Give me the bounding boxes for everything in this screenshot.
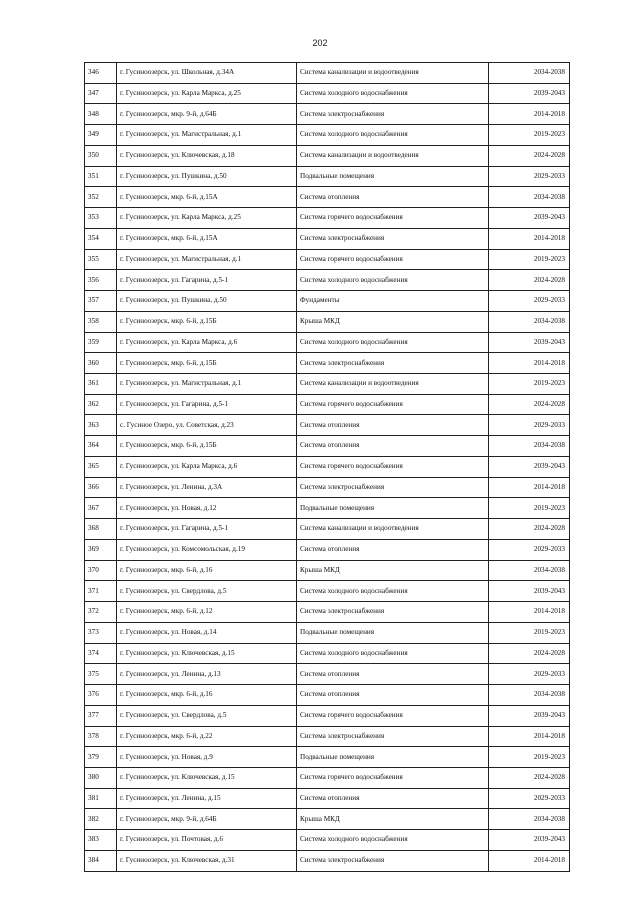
table-row <box>85 643 570 664</box>
table-row <box>85 104 570 125</box>
row-number-cell: 375 <box>85 664 117 685</box>
address-cell: г. Гусиноозерск, ул. Ленина, д.13 <box>117 664 297 685</box>
row-number-cell: 371 <box>85 581 117 602</box>
table-row <box>85 747 570 768</box>
system-cell: Крыша МКД <box>297 311 489 332</box>
system-cell: Система горячего водоснабжения <box>297 705 489 726</box>
table-row <box>85 456 570 477</box>
period-cell: 2029-2033 <box>489 664 570 685</box>
system-cell: Подвальные помещения <box>297 498 489 519</box>
period-cell: 2014-2018 <box>489 353 570 374</box>
table-row <box>85 726 570 747</box>
period-cell: 2014-2018 <box>489 726 570 747</box>
table-row <box>85 187 570 208</box>
address-cell: г. Гусиноозерск, ул. Пушкина, д.50 <box>117 166 297 187</box>
row-number-cell: 361 <box>85 374 117 395</box>
row-number-cell: 366 <box>85 477 117 498</box>
period-cell: 2034-2038 <box>489 685 570 706</box>
system-cell: Система холодного водоснабжения <box>297 125 489 146</box>
system-cell: Система электроснабжения <box>297 104 489 125</box>
system-cell: Система электроснабжения <box>297 726 489 747</box>
table-row <box>85 83 570 104</box>
table-row <box>85 63 570 84</box>
row-number-cell: 381 <box>85 788 117 809</box>
address-cell: г. Гусиноозерск, мкр. 9-й, д.64Б <box>117 809 297 830</box>
period-cell: 2024-2028 <box>489 519 570 540</box>
system-cell: Система отопления <box>297 436 489 457</box>
row-number-cell: 365 <box>85 456 117 477</box>
system-cell: Система горячего водоснабжения <box>297 456 489 477</box>
system-cell: Система горячего водоснабжения <box>297 767 489 788</box>
row-number-cell: 356 <box>85 270 117 291</box>
row-number-cell: 383 <box>85 830 117 851</box>
system-cell: Подвальные помещения <box>297 622 489 643</box>
system-cell: Система отопления <box>297 187 489 208</box>
row-number-cell: 370 <box>85 560 117 581</box>
address-cell: г. Гусиноозерск, мкр. 6-й, д.15Б <box>117 353 297 374</box>
address-cell: г. Гусиноозерск, ул. Ключевская, д.15 <box>117 767 297 788</box>
system-cell: Система канализации и водоотведения <box>297 374 489 395</box>
address-cell: г. Гусиноозерск, ул. Карла Маркса, д.6 <box>117 456 297 477</box>
row-number-cell: 355 <box>85 249 117 270</box>
row-number-cell: 359 <box>85 332 117 353</box>
row-number-cell: 349 <box>85 125 117 146</box>
row-number-cell: 367 <box>85 498 117 519</box>
period-cell: 2029-2033 <box>489 415 570 436</box>
row-number-cell: 382 <box>85 809 117 830</box>
period-cell: 2019-2023 <box>489 498 570 519</box>
address-cell: г. Гусиноозерск, ул. Ключевская, д.18 <box>117 145 297 166</box>
period-cell: 2014-2018 <box>489 850 570 871</box>
table-row <box>85 332 570 353</box>
system-cell: Система холодного водоснабжения <box>297 643 489 664</box>
period-cell: 2039-2043 <box>489 705 570 726</box>
address-cell: г. Гусиноозерск, мкр. 6-й, д.22 <box>117 726 297 747</box>
address-cell: с. Гусиное Озеро, ул. Советская, д.23 <box>117 415 297 436</box>
address-cell: г. Гусиноозерск, ул. Карла Маркса, д.6 <box>117 332 297 353</box>
row-number-cell: 351 <box>85 166 117 187</box>
period-cell: 2019-2023 <box>489 622 570 643</box>
address-cell: г. Гусиноозерск, ул. Свердлова, д.5 <box>117 581 297 602</box>
system-cell: Подвальные помещения <box>297 747 489 768</box>
period-cell: 2014-2018 <box>489 228 570 249</box>
period-cell: 2029-2033 <box>489 788 570 809</box>
table-row <box>85 291 570 312</box>
table-row <box>85 498 570 519</box>
address-cell: г. Гусиноозерск, ул. Новая, д.12 <box>117 498 297 519</box>
table-row <box>85 353 570 374</box>
address-cell: г. Гусиноозерск, мкр. 6-й, д.16 <box>117 685 297 706</box>
period-cell: 2014-2018 <box>489 602 570 623</box>
address-cell: г. Гусиноозерск, ул. Ленина, д.15 <box>117 788 297 809</box>
system-cell: Система электроснабжения <box>297 477 489 498</box>
period-cell: 2029-2033 <box>489 539 570 560</box>
address-cell: г. Гусиноозерск, мкр. 6-й, д.12 <box>117 602 297 623</box>
row-number-cell: 372 <box>85 602 117 623</box>
period-cell: 2024-2028 <box>489 767 570 788</box>
system-cell: Подвальные помещения <box>297 166 489 187</box>
period-cell: 2039-2043 <box>489 332 570 353</box>
row-number-cell: 357 <box>85 291 117 312</box>
address-cell: г. Гусиноозерск, ул. Ключевская, д.15 <box>117 643 297 664</box>
system-cell: Система горячего водоснабжения <box>297 249 489 270</box>
system-cell: Система электроснабжения <box>297 602 489 623</box>
period-cell: 2029-2033 <box>489 166 570 187</box>
system-cell: Система холодного водоснабжения <box>297 581 489 602</box>
repair-schedule-table <box>84 62 570 872</box>
period-cell: 2034-2038 <box>489 436 570 457</box>
row-number-cell: 358 <box>85 311 117 332</box>
period-cell: 2039-2043 <box>489 456 570 477</box>
table-row <box>85 685 570 706</box>
period-cell: 2024-2028 <box>489 270 570 291</box>
address-cell: г. Гусиноозерск, ул. Пушкина, д.50 <box>117 291 297 312</box>
system-cell: Система холодного водоснабжения <box>297 332 489 353</box>
period-cell: 2029-2033 <box>489 291 570 312</box>
period-cell: 2014-2018 <box>489 104 570 125</box>
row-number-cell: 373 <box>85 622 117 643</box>
period-cell: 2034-2038 <box>489 560 570 581</box>
table-row <box>85 228 570 249</box>
table-row <box>85 519 570 540</box>
system-cell: Система холодного водоснабжения <box>297 83 489 104</box>
table-row <box>85 809 570 830</box>
system-cell: Система горячего водоснабжения <box>297 208 489 229</box>
period-cell: 2019-2023 <box>489 747 570 768</box>
system-cell: Система отопления <box>297 539 489 560</box>
address-cell: г. Гусиноозерск, мкр. 6-й, д.15Б <box>117 311 297 332</box>
address-cell: г. Гусиноозерск, мкр. 6-й, д.15А <box>117 187 297 208</box>
table-row <box>85 850 570 871</box>
row-number-cell: 378 <box>85 726 117 747</box>
period-cell: 2039-2043 <box>489 830 570 851</box>
row-number-cell: 380 <box>85 767 117 788</box>
system-cell: Система канализации и водоотведения <box>297 519 489 540</box>
period-cell: 2019-2023 <box>489 374 570 395</box>
table-row <box>85 767 570 788</box>
table-row <box>85 415 570 436</box>
address-cell: г. Гусиноозерск, ул. Магистральная, д.1 <box>117 249 297 270</box>
period-cell: 2014-2018 <box>489 477 570 498</box>
row-number-cell: 350 <box>85 145 117 166</box>
row-number-cell: 369 <box>85 539 117 560</box>
period-cell: 2024-2028 <box>489 145 570 166</box>
system-cell: Фундаменты <box>297 291 489 312</box>
row-number-cell: 368 <box>85 519 117 540</box>
row-number-cell: 376 <box>85 685 117 706</box>
table-row <box>85 705 570 726</box>
address-cell: г. Гусиноозерск, ул. Свердлова, д.5 <box>117 705 297 726</box>
period-cell: 2034-2038 <box>489 311 570 332</box>
row-number-cell: 360 <box>85 353 117 374</box>
system-cell: Система электроснабжения <box>297 850 489 871</box>
address-cell: г. Гусиноозерск, мкр. 6-й, д.15Б <box>117 436 297 457</box>
row-number-cell: 347 <box>85 83 117 104</box>
system-cell: Крыша МКД <box>297 809 489 830</box>
system-cell: Система электроснабжения <box>297 228 489 249</box>
row-number-cell: 348 <box>85 104 117 125</box>
address-cell: г. Гусиноозерск, ул. Карла Маркса, д.25 <box>117 83 297 104</box>
row-number-cell: 364 <box>85 436 117 457</box>
system-cell: Система отопления <box>297 685 489 706</box>
system-cell: Система канализации и водоотведения <box>297 145 489 166</box>
system-cell: Система канализации и водоотведения <box>297 63 489 84</box>
table-row <box>85 622 570 643</box>
address-cell: г. Гусиноозерск, ул. Магистральная, д.1 <box>117 374 297 395</box>
table-row <box>85 539 570 560</box>
address-cell: г. Гусиноозерск, мкр. 6-й, д.16 <box>117 560 297 581</box>
table-row <box>85 311 570 332</box>
table-row <box>85 166 570 187</box>
table-row <box>85 208 570 229</box>
table-row <box>85 581 570 602</box>
period-cell: 2034-2038 <box>489 809 570 830</box>
row-number-cell: 362 <box>85 394 117 415</box>
row-number-cell: 352 <box>85 187 117 208</box>
system-cell: Система электроснабжения <box>297 353 489 374</box>
address-cell: г. Гусиноозерск, ул. Комсомольская, д.19 <box>117 539 297 560</box>
address-cell: г. Гусиноозерск, ул. Новая, д.14 <box>117 622 297 643</box>
address-cell: г. Гусиноозерск, ул. Ленина, д.3А <box>117 477 297 498</box>
row-number-cell: 374 <box>85 643 117 664</box>
address-cell: г. Гусиноозерск, ул. Гагарина, д.5-1 <box>117 519 297 540</box>
table-row <box>85 830 570 851</box>
address-cell: г. Гусиноозерск, ул. Почтовая, д.6 <box>117 830 297 851</box>
address-cell: г. Гусиноозерск, мкр. 6-й, д.15А <box>117 228 297 249</box>
system-cell: Система отопления <box>297 415 489 436</box>
address-cell: г. Гусиноозерск, мкр. 9-й, д.64Б <box>117 104 297 125</box>
period-cell: 2019-2023 <box>489 125 570 146</box>
period-cell: 2034-2038 <box>489 63 570 84</box>
period-cell: 2034-2038 <box>489 187 570 208</box>
address-cell: г. Гусиноозерск, ул. Новая, д.9 <box>117 747 297 768</box>
table-row <box>85 477 570 498</box>
period-cell: 2039-2043 <box>489 581 570 602</box>
row-number-cell: 353 <box>85 208 117 229</box>
period-cell: 2024-2028 <box>489 643 570 664</box>
table-row <box>85 249 570 270</box>
address-cell: г. Гусиноозерск, ул. Ключевская, д.31 <box>117 850 297 871</box>
system-cell: Система холодного водоснабжения <box>297 270 489 291</box>
system-cell: Система горячего водоснабжения <box>297 394 489 415</box>
row-number-cell: 377 <box>85 705 117 726</box>
table-row <box>85 788 570 809</box>
page-number: 202 <box>312 38 328 48</box>
period-cell: 2039-2043 <box>489 83 570 104</box>
table-row <box>85 125 570 146</box>
address-cell: г. Гусиноозерск, ул. Гагарина, д.5-1 <box>117 270 297 291</box>
row-number-cell: 384 <box>85 850 117 871</box>
system-cell: Система отопления <box>297 788 489 809</box>
period-cell: 2019-2023 <box>489 249 570 270</box>
address-cell: г. Гусиноозерск, ул. Магистральная, д.1 <box>117 125 297 146</box>
system-cell: Система холодного водоснабжения <box>297 830 489 851</box>
row-number-cell: 363 <box>85 415 117 436</box>
table-row <box>85 145 570 166</box>
table-row <box>85 394 570 415</box>
row-number-cell: 379 <box>85 747 117 768</box>
system-cell: Крыша МКД <box>297 560 489 581</box>
table-body <box>85 63 570 872</box>
period-cell: 2039-2043 <box>489 208 570 229</box>
table-row <box>85 664 570 685</box>
address-cell: г. Гусиноозерск, ул. Карла Маркса, д.25 <box>117 208 297 229</box>
address-cell: г. Гусиноозерск, ул. Школьная, д.34А <box>117 63 297 84</box>
table-row <box>85 602 570 623</box>
table-row <box>85 270 570 291</box>
period-cell: 2024-2028 <box>489 394 570 415</box>
table-row <box>85 374 570 395</box>
table-row <box>85 560 570 581</box>
row-number-cell: 346 <box>85 63 117 84</box>
table-row <box>85 436 570 457</box>
row-number-cell: 354 <box>85 228 117 249</box>
system-cell: Система отопления <box>297 664 489 685</box>
address-cell: г. Гусиноозерск, ул. Гагарина, д.5-1 <box>117 394 297 415</box>
